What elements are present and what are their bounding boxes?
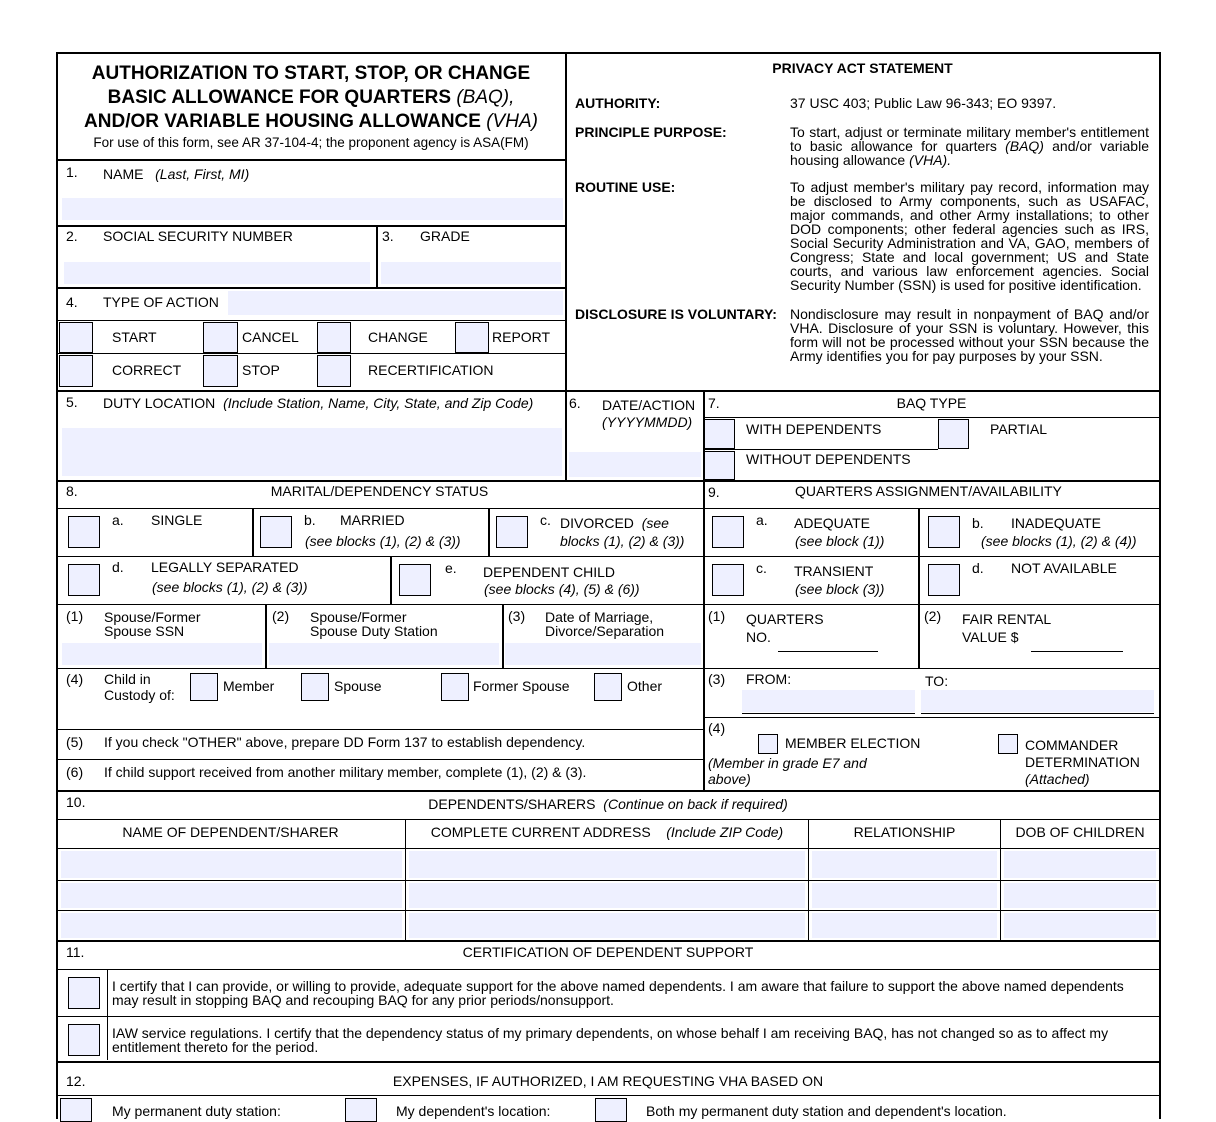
vha-both-checkbox[interactable] [595, 1098, 627, 1122]
certification-heading: CERTIFICATION OF DEPENDENT SUPPORT [462, 944, 754, 960]
routine-text: To adjust member's military pay record, information may be disclosed to Army components, such as USAFAC, major commands, and other Army installations; to other DOD components; other federal agencies such as IRS, Social Security Administration and VA, GAO, members of Congress; State and local government; US and State courts, and various law enforcement agencies. Social Security Number (SSN) is used for positive identification. [790, 179, 1149, 293]
q2-num: (2) [924, 608, 942, 624]
s4-line2: Custody of: [104, 687, 175, 703]
b3-num: 3. [382, 228, 394, 244]
marital-status-label: MARITAL/DEPENDENCY STATUS [270, 483, 489, 499]
b12-num: 12. [66, 1073, 86, 1089]
to-field[interactable] [921, 690, 1154, 712]
vha-duty-station-label: My permanent duty station: [112, 1103, 281, 1119]
divorced-label: DIVORCED (see [560, 515, 669, 531]
single-label: SINGLE [151, 512, 203, 528]
change-label: CHANGE [368, 329, 428, 345]
adequate-hint: (see block (1)) [795, 533, 885, 549]
dependent-name-field[interactable] [61, 883, 402, 908]
grade-label: GRADE [420, 228, 470, 244]
quarters-no-field[interactable] [778, 651, 878, 652]
frame-top [56, 52, 1161, 54]
custody-former-spouse-checkbox[interactable] [441, 673, 469, 701]
col-name-header: NAME OF DEPENDENT/SHARER [122, 824, 339, 840]
dependent-name-field[interactable] [61, 851, 402, 878]
commander-line3: (Attached) [1025, 771, 1090, 787]
report-checkbox[interactable] [455, 322, 489, 353]
member-election-hint2: above) [708, 771, 751, 787]
s6-num: (6) [66, 764, 84, 780]
disclosure-label: DISCLOSURE IS VOLUNTARY: [575, 306, 777, 322]
dependent-child-label: DEPENDENT CHILD [483, 564, 615, 580]
b9-b-letter: b. [972, 515, 984, 531]
s5-num: (5) [66, 734, 84, 750]
without-dependents-checkbox[interactable] [704, 451, 735, 480]
b8-b-letter: b. [304, 512, 316, 528]
b5-num: 5. [66, 394, 78, 410]
b8-num: 8. [66, 483, 78, 499]
dependent-address-field[interactable] [409, 883, 805, 908]
cert-support-text: I certify that I can provide, or willing to provide, adequate support for the above named dependents. I am aware that failure to support the above named dependents may result in stopping BAQ and recouping BAQ for any prior periods/nonsupport. [112, 978, 1124, 1008]
not-available-checkbox[interactable] [928, 564, 960, 596]
commander-line1: COMMANDER [1025, 737, 1119, 753]
name-label: NAME (Last, First, MI) [103, 166, 250, 182]
member-election-checkbox[interactable] [758, 734, 778, 754]
recertification-label: RECERTIFICATION [368, 362, 494, 378]
divorced-hint: blocks (1), (2) & (3)) [560, 533, 685, 549]
change-checkbox[interactable] [317, 322, 351, 353]
baq-type-label: BAQ TYPE [896, 395, 967, 411]
married-label: MARRIED [340, 512, 405, 528]
start-label: START [112, 329, 157, 345]
date-action-hint: (YYYYMMDD) [602, 414, 693, 430]
member-election-hint1: (Member in grade E7 and [708, 755, 867, 771]
routine-label: ROUTINE USE: [575, 179, 676, 195]
quarters-label: QUARTERS ASSIGNMENT/AVAILABILITY [795, 483, 1062, 499]
b8-e-letter: e. [445, 560, 457, 576]
custody-spouse-checkbox[interactable] [301, 673, 329, 701]
dependent-child-checkbox[interactable] [399, 564, 431, 596]
s5-text: If you check "OTHER" above, prepare DD Form 137 to establish dependency. [104, 734, 586, 750]
cert-support-checkbox[interactable] [68, 977, 100, 1009]
single-checkbox[interactable] [68, 516, 100, 548]
dependent-relationship-field[interactable] [812, 851, 997, 878]
correct-label: CORRECT [112, 362, 182, 378]
stop-checkbox[interactable] [203, 355, 238, 387]
b10-num: 10. [66, 794, 86, 810]
marriage-date-field[interactable] [505, 643, 701, 665]
b4-num: 4. [66, 294, 78, 310]
dependent-dob-field[interactable] [1004, 913, 1156, 938]
title-line-2: BASIC ALLOWANCE FOR QUARTERS (BAQ), [107, 87, 515, 108]
q1-line1: QUARTERS [746, 611, 824, 627]
married-hint: (see blocks (1), (2) & (3)) [305, 533, 461, 549]
q1-line2: NO. [746, 629, 771, 645]
b2-num: 2. [66, 228, 78, 244]
vha-duty-station-checkbox[interactable] [60, 1098, 92, 1122]
q4-num: (4) [708, 720, 726, 736]
commander-determination-checkbox[interactable] [998, 734, 1018, 754]
spouse-ssn-field[interactable] [62, 643, 262, 665]
adequate-label: ADEQUATE [794, 515, 870, 531]
fair-rental-field[interactable] [1031, 651, 1123, 652]
title-line-1: AUTHORIZATION TO START, STOP, OR CHANGE [91, 63, 531, 84]
inadequate-hint: (see blocks (1), (2) & (4)) [981, 533, 1137, 549]
date-action-label: DATE/ACTION [602, 397, 696, 413]
b8-d-letter: d. [112, 559, 124, 575]
vha-heading: EXPENSES, IF AUTHORIZED, I AM REQUESTING VHA BASED ON [392, 1073, 824, 1089]
b8-a-letter: a. [112, 512, 124, 528]
member-election-label: MEMBER ELECTION [785, 735, 921, 751]
col-address-header: COMPLETE CURRENT ADDRESS (Include ZIP Code) [430, 824, 784, 840]
authority-label: AUTHORITY: [575, 95, 661, 111]
married-checkbox[interactable] [260, 516, 292, 548]
custody-former-spouse-label: Former Spouse [473, 678, 570, 694]
legally-separated-label: LEGALLY SEPARATED [151, 559, 299, 575]
dependent-name-field[interactable] [61, 913, 402, 938]
q2-line1: FAIR RENTAL [962, 611, 1052, 627]
inadequate-checkbox[interactable] [928, 516, 960, 548]
dependent-address-field[interactable] [409, 913, 805, 938]
with-dependents-label: WITH DEPENDENTS [746, 421, 882, 437]
report-label: REPORT [492, 329, 551, 345]
name-field[interactable] [62, 198, 563, 220]
s6-text: If child support received from another military member, complete (1), (2) & (3). [104, 764, 587, 780]
b6-num: 6. [569, 395, 581, 411]
legally-separated-hint: (see blocks (1), (2) & (3)) [152, 579, 308, 595]
to-label: TO: [925, 673, 949, 689]
dependent-child-hint: (see blocks (4), (5) & (6)) [484, 581, 640, 597]
date-action-field[interactable] [569, 452, 701, 477]
divorced-checkbox[interactable] [496, 516, 528, 548]
spouse-duty-station-field[interactable] [269, 643, 499, 665]
purpose-text: To start, adjust or terminate military member's entitlement to basic allowance for quarters (BAQ) and/or variable housing allowance (VHA). [790, 124, 1149, 168]
s3-line1: Date of Marriage, [545, 609, 654, 625]
q1-num: (1) [708, 608, 726, 624]
s1-num: (1) [66, 608, 84, 624]
start-checkbox[interactable] [59, 322, 93, 353]
type-of-action-label: TYPE OF ACTION [103, 294, 219, 310]
col-dob-header: DOB OF CHILDREN [1015, 824, 1145, 840]
from-field[interactable] [742, 690, 915, 712]
q3-num: (3) [708, 671, 726, 687]
cert-status-checkbox[interactable] [68, 1024, 100, 1056]
q2-line2: VALUE $ [962, 629, 1019, 645]
dependent-dob-field[interactable] [1004, 851, 1156, 878]
custody-spouse-label: Spouse [334, 678, 382, 694]
grade-field[interactable] [381, 262, 561, 284]
dependent-relationship-field[interactable] [812, 913, 997, 938]
form-title [58, 62, 564, 152]
dependent-relationship-field[interactable] [812, 883, 997, 908]
recertification-checkbox[interactable] [317, 355, 351, 387]
dependents-heading: DEPENDENTS/SHARERS (Continue on back if required) [428, 796, 788, 812]
b11-num: 11. [66, 944, 85, 960]
b9-a-letter: a. [756, 512, 768, 528]
b9-c-letter: c. [756, 560, 767, 576]
vha-dependent-location-label: My dependent's location: [396, 1103, 551, 1119]
s3-num: (3) [508, 608, 526, 624]
correct-checkbox[interactable] [59, 355, 93, 387]
adequate-checkbox[interactable] [712, 516, 744, 548]
cancel-checkbox[interactable] [203, 322, 238, 353]
ssn-field[interactable] [64, 262, 370, 284]
dependent-address-field[interactable] [409, 851, 805, 878]
s1-line2: Spouse SSN [104, 623, 185, 639]
vha-dependent-location-checkbox[interactable] [345, 1098, 377, 1122]
purpose-label: PRINCIPLE PURPOSE: [575, 124, 727, 140]
custody-other-label: Other [627, 678, 663, 694]
partial-label: PARTIAL [990, 421, 1048, 437]
authority-text: 37 USC 403; Public Law 96-343; EO 9397. [790, 95, 1057, 111]
transient-label: TRANSIENT [794, 563, 874, 579]
b9-d-letter: d. [972, 560, 984, 576]
disclosure-text: Nondisclosure may result in nonpayment of BAQ and/or VHA. Disclosure of your SSN is voluntary. However, this form will not be processed without your SSN because the Army identifies you for pay purposes by your SSN. [790, 306, 1149, 364]
without-dependents-label: WITHOUT DEPENDENTS [746, 451, 911, 467]
ssn-label: SOCIAL SECURITY NUMBER [103, 228, 293, 244]
vha-both-label: Both my permanent duty station and dependent's location. [646, 1103, 1007, 1119]
type-of-action-field[interactable] [228, 291, 563, 315]
inadequate-label: INADEQUATE [1011, 515, 1101, 531]
commander-line2: DETERMINATION [1025, 754, 1140, 770]
dependent-dob-field[interactable] [1004, 883, 1156, 908]
b1-num: 1. [66, 164, 78, 180]
s3-line2: Divorce/Separation [545, 623, 665, 639]
legally-separated-checkbox[interactable] [68, 564, 100, 596]
title-line-3: AND/OR VARIABLE HOUSING ALLOWANCE (VHA) [84, 111, 538, 132]
duty-location-label: DUTY LOCATION (Include Station, Name, City, State, and Zip Code) [103, 395, 534, 411]
custody-member-label: Member [223, 678, 275, 694]
custody-member-checkbox[interactable] [190, 673, 218, 701]
privacy-heading: PRIVACY ACT STATEMENT [772, 60, 953, 76]
custody-other-checkbox[interactable] [594, 673, 622, 701]
s2-num: (2) [272, 608, 290, 624]
b7-num: 7. [708, 395, 720, 411]
form-subtitle: For use of this form, see AR 37-104-4; the proponent agency is ASA(FM) [93, 135, 529, 150]
partial-checkbox[interactable] [938, 419, 969, 449]
divider-privacy [565, 52, 567, 392]
transient-checkbox[interactable] [712, 564, 744, 596]
s4-num: (4) [66, 671, 84, 687]
b8-c-letter: c. [540, 512, 551, 528]
not-available-label: NOT AVAILABLE [1011, 560, 1117, 576]
stop-label: STOP [242, 362, 280, 378]
from-label: FROM: [746, 671, 792, 687]
s2-line2: Spouse Duty Station [310, 623, 438, 639]
cert-status-text: IAW service regulations. I certify that the dependency status of my primary dependents, on whose behalf I am receiving BAQ, has not changed so as to affect my entitlement thereto for the period. [112, 1025, 1109, 1055]
s1-line1: Spouse/Former [104, 609, 201, 625]
with-dependents-checkbox[interactable] [704, 419, 735, 449]
cancel-label: CANCEL [242, 329, 299, 345]
transient-hint: (see block (3)) [795, 581, 885, 597]
duty-location-field[interactable] [62, 428, 562, 476]
b9-num: 9. [708, 484, 720, 500]
col-relationship-header: RELATIONSHIP [853, 824, 956, 840]
s4-line1: Child in [104, 671, 151, 687]
s2-line1: Spouse/Former [310, 609, 407, 625]
